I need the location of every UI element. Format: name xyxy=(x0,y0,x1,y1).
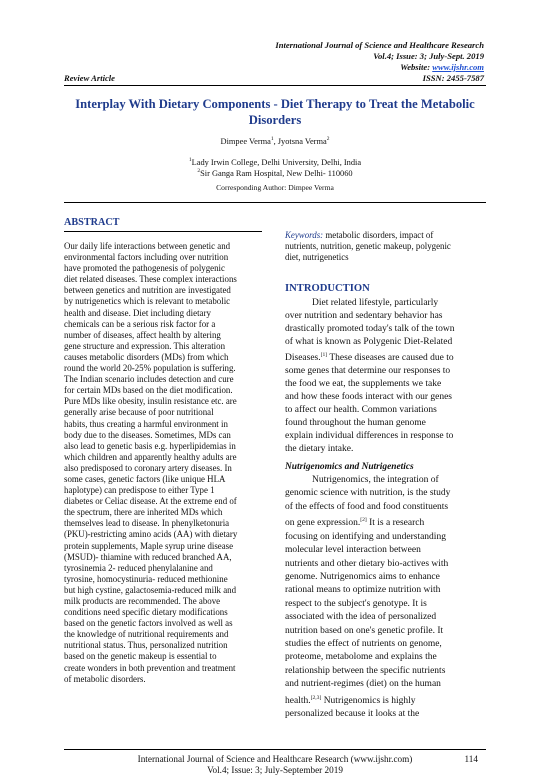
website-label: Website: xyxy=(400,62,433,72)
introduction-line: of what is known as Polygenic Diet-Related xyxy=(285,337,453,347)
section-rule xyxy=(64,202,486,203)
abstract-line: environmental factors including over nutrition xyxy=(64,252,229,263)
abstract-line: themselves lead to disease. In phenylketonuria xyxy=(64,518,230,529)
nutrigenomics-line: focusing on identifying and understanding xyxy=(285,531,446,542)
abstract-line: Our daily life interactions between genetic and xyxy=(64,241,231,251)
abstract-line: milk products are recommended. The above xyxy=(64,596,221,606)
nutrigenomics-line-rest: It is a research xyxy=(366,518,425,529)
reference-3: [2,3] xyxy=(310,694,322,701)
introduction-line xyxy=(285,349,486,365)
affiliation-1-text: Lady Irwin College, Delhi University, Delhi, India xyxy=(191,157,362,167)
abstract-line: round the world 20-25% population is suffering. xyxy=(64,363,236,374)
keywords xyxy=(285,230,486,263)
abstract-line: number of diseases, affect health by altering xyxy=(64,329,221,340)
nutrigenomics-line xyxy=(285,692,486,709)
abstract-line: between genetics and nutrition are investigated xyxy=(64,285,231,296)
introduction-line: the food we eat, the supplements we take xyxy=(285,379,442,390)
abstract-line: tyrosinemia 2- reduced phenylalanine and xyxy=(64,562,213,573)
abstract-line: body due to the diseases. Sometimes, MDs can xyxy=(64,429,231,440)
nutrigenomics-line: and nutrient-regimes (diet) on the human xyxy=(285,679,441,690)
journal-website xyxy=(400,62,484,73)
header-rule xyxy=(64,85,486,86)
nutrigenomics-line: proteome, metabolome and explains the xyxy=(285,652,437,663)
nutrigenomics-line: studies the effect of nutrients on genome, xyxy=(285,639,442,650)
abstract-line: causes metabolic disorders (MDs) from which xyxy=(64,351,229,362)
footer-volume: Vol.4; Issue: 3; July-September 2019 xyxy=(207,765,343,775)
introduction-line-text: Diseases. xyxy=(285,353,321,364)
abstract-line: of metabolic disorders. xyxy=(64,673,146,684)
nutrigenomics-line: rational means to optimize nutrition with xyxy=(285,585,441,596)
introduction-line: Diet related lifestyle, particularly xyxy=(312,298,439,308)
article-type: Review Article xyxy=(64,73,115,83)
abstract-line: based on the genetic makeup is essential to xyxy=(64,651,217,662)
abstract-line: protein supplements, Maple syrup urine disease xyxy=(64,540,234,551)
nutrigenomics-line: Nutrigenomics, the integration of xyxy=(312,475,439,485)
keywords-label: Keywords: xyxy=(285,230,324,240)
introduction-line: to affect our health. Common variations xyxy=(285,405,437,416)
introduction-line: and how these foods interact with our genes xyxy=(285,392,452,403)
abstract-line: the spectrum, there are inherited MDs which xyxy=(64,507,223,518)
reference-2: [2] xyxy=(360,517,367,524)
abstract-line: but high cystine, galactosemia-reduced milk and xyxy=(64,584,237,595)
affiliation-1-sup: 1 xyxy=(188,157,192,163)
nutrigenomics-line xyxy=(285,514,486,531)
abstract-line: (MSUD)- thiamine with reduced branched AA, xyxy=(64,551,232,562)
abstract-line: create wonders in both prevention and treatment xyxy=(64,662,236,673)
abstract-line: also predisposed to coronary artery diseases. In xyxy=(64,462,232,473)
author-1-sup: 1 xyxy=(270,136,274,142)
abstract-body xyxy=(64,241,262,685)
introduction-line: found throughout the human genome xyxy=(285,418,426,429)
abstract-line: for certain MDs based on the diet modification. xyxy=(64,385,233,396)
page-number: 114 xyxy=(464,754,478,764)
keywords-line-2: nutrients, nutrition, genetic makeup, polygenic xyxy=(285,241,451,252)
nutrigenomics-line: nutrition based on one's genetic profile. It xyxy=(285,625,444,636)
abstract-line: also lead to genetic basis e.g. hyperlipidemias in xyxy=(64,440,236,451)
nutrigenomics-line-text: on gene expression. xyxy=(285,518,361,529)
issn: ISSN: 2455-7587 xyxy=(422,73,484,83)
nutrigenomics-line: relationship between the specific nutrients xyxy=(285,665,446,676)
introduction-body xyxy=(285,297,486,456)
abstract-line: which children and apparently healthy adults are xyxy=(64,451,237,462)
affiliation-2-sup: 2 xyxy=(197,168,201,174)
keywords-line-3: diet, nutrigenetics xyxy=(285,252,349,263)
journal-volume: Vol.4; Issue: 3; July-Sept. 2019 xyxy=(373,51,484,61)
abstract-line: tyrosine, homocystinuria- reduced methionine xyxy=(64,573,228,584)
abstract-line: diabetes or Celiac disease. At the extreme end of xyxy=(64,496,237,507)
abstract-line: gene structure and expression. This alteration xyxy=(64,340,226,351)
abstract-line: habits, thus creating a harmful environment in xyxy=(64,418,228,429)
corresponding-author: Corresponding Author: Dimpee Verma xyxy=(216,183,334,192)
abstract-line: haplotype) can predispose to either Type 1 xyxy=(64,485,215,496)
abstract-line: diet related diseases. These complex interactions xyxy=(64,274,237,285)
abstract-rule xyxy=(64,231,262,232)
nutrigenomics-line: nutrients and other dietary bio-actives with xyxy=(285,558,449,569)
affiliation-2-text: Sir Ganga Ram Hospital, New Delhi- 110060 xyxy=(200,168,353,178)
nutrigenomics-line: genome. Nutrigenomics aims to enhance xyxy=(285,572,440,582)
nutrigenomics-line-rest: Nutrigenomics is highly xyxy=(321,695,416,706)
abstract-line: (PKU)-restricting amino acids (AA) with dietary xyxy=(64,529,238,540)
nutrigenomics-line-text: health. xyxy=(285,695,311,706)
author-separator: , xyxy=(273,136,278,146)
nutrigenomics-line: respect to the subject's genotype. It is xyxy=(285,598,427,609)
paper-title: Interplay With Dietary Components - Diet Therapy to Treat the Metabolic Disorders xyxy=(75,97,475,127)
website-link[interactable]: www.ijshr.com xyxy=(432,62,484,72)
abstract-line: chemicals can be a serious risk factor for a xyxy=(64,318,216,329)
abstract-line: some cases, genetic factors (like unique HLA xyxy=(64,473,226,484)
introduction-line: the dietary intake. xyxy=(285,444,354,455)
introduction-line: some genes that determine our responses to xyxy=(285,366,451,377)
nutrigenomics-line: personalized because it looks at the xyxy=(285,709,420,720)
author-1: Dimpee Verma xyxy=(220,136,271,146)
nutrigenomics-body xyxy=(285,474,486,722)
introduction-line-rest: These diseases are caused due to xyxy=(327,353,454,364)
abstract-line: Pure MDs like obesity, insulin resistance etc. are xyxy=(64,396,237,407)
nutrigenomics-line: associated with the idea of personalized xyxy=(285,612,437,623)
abstract-line: nutritional status. Thus, personalized nutrition xyxy=(64,640,228,651)
abstract-line: conditions need specific dietary modifications xyxy=(64,607,228,618)
introduction-line: explain individual differences in response to xyxy=(285,431,454,442)
introduction-line: over nutrition and sedentary behavior has xyxy=(285,311,443,321)
introduction-line: drastically promoted today's talk of the town xyxy=(285,324,455,334)
keywords-line-1: metabolic disorders, impact of xyxy=(323,230,434,240)
reference-1: [1] xyxy=(320,352,328,358)
author-2-sup: 2 xyxy=(326,136,330,142)
footer xyxy=(64,754,486,776)
abstract-line: by nutrigenetics which is relevant to metabolic xyxy=(64,296,231,307)
nutrigenomics-heading: Nutrigenomics and Nutrigenetics xyxy=(285,462,414,472)
abstract-line: based on the genetic factors involved as well as xyxy=(64,618,233,629)
nutrigenomics-line: of the effects of food and food constituents xyxy=(285,501,449,512)
footer-rule xyxy=(64,749,486,750)
nutrigenomics-line: molecular level interaction between xyxy=(285,545,421,556)
abstract-line: generally arise because of poor nutritional xyxy=(64,407,214,418)
author-line xyxy=(64,134,486,147)
footer-journal: International Journal of Science and Healthcare Research (www.ijshr.com) xyxy=(137,754,413,764)
author-2: Jyotsna Verma xyxy=(277,136,327,146)
abstract-line: health and disease. Diet including dietary xyxy=(64,307,211,318)
abstract-line: The Indian scenario includes detection and cure xyxy=(64,374,234,385)
affiliation-2 xyxy=(64,166,486,179)
abstract-heading: ABSTRACT xyxy=(64,217,120,228)
nutrigenomics-line: genomic science with nutrition, is the study xyxy=(285,488,451,499)
abstract-line: the knowledge of nutritional requirements and xyxy=(64,629,229,640)
introduction-heading: INTRODUCTION xyxy=(285,283,370,294)
journal-name: International Journal of Science and Healthcare Research xyxy=(275,40,484,50)
abstract-line: have promoted the pathogenesis of polygenic xyxy=(64,263,225,274)
